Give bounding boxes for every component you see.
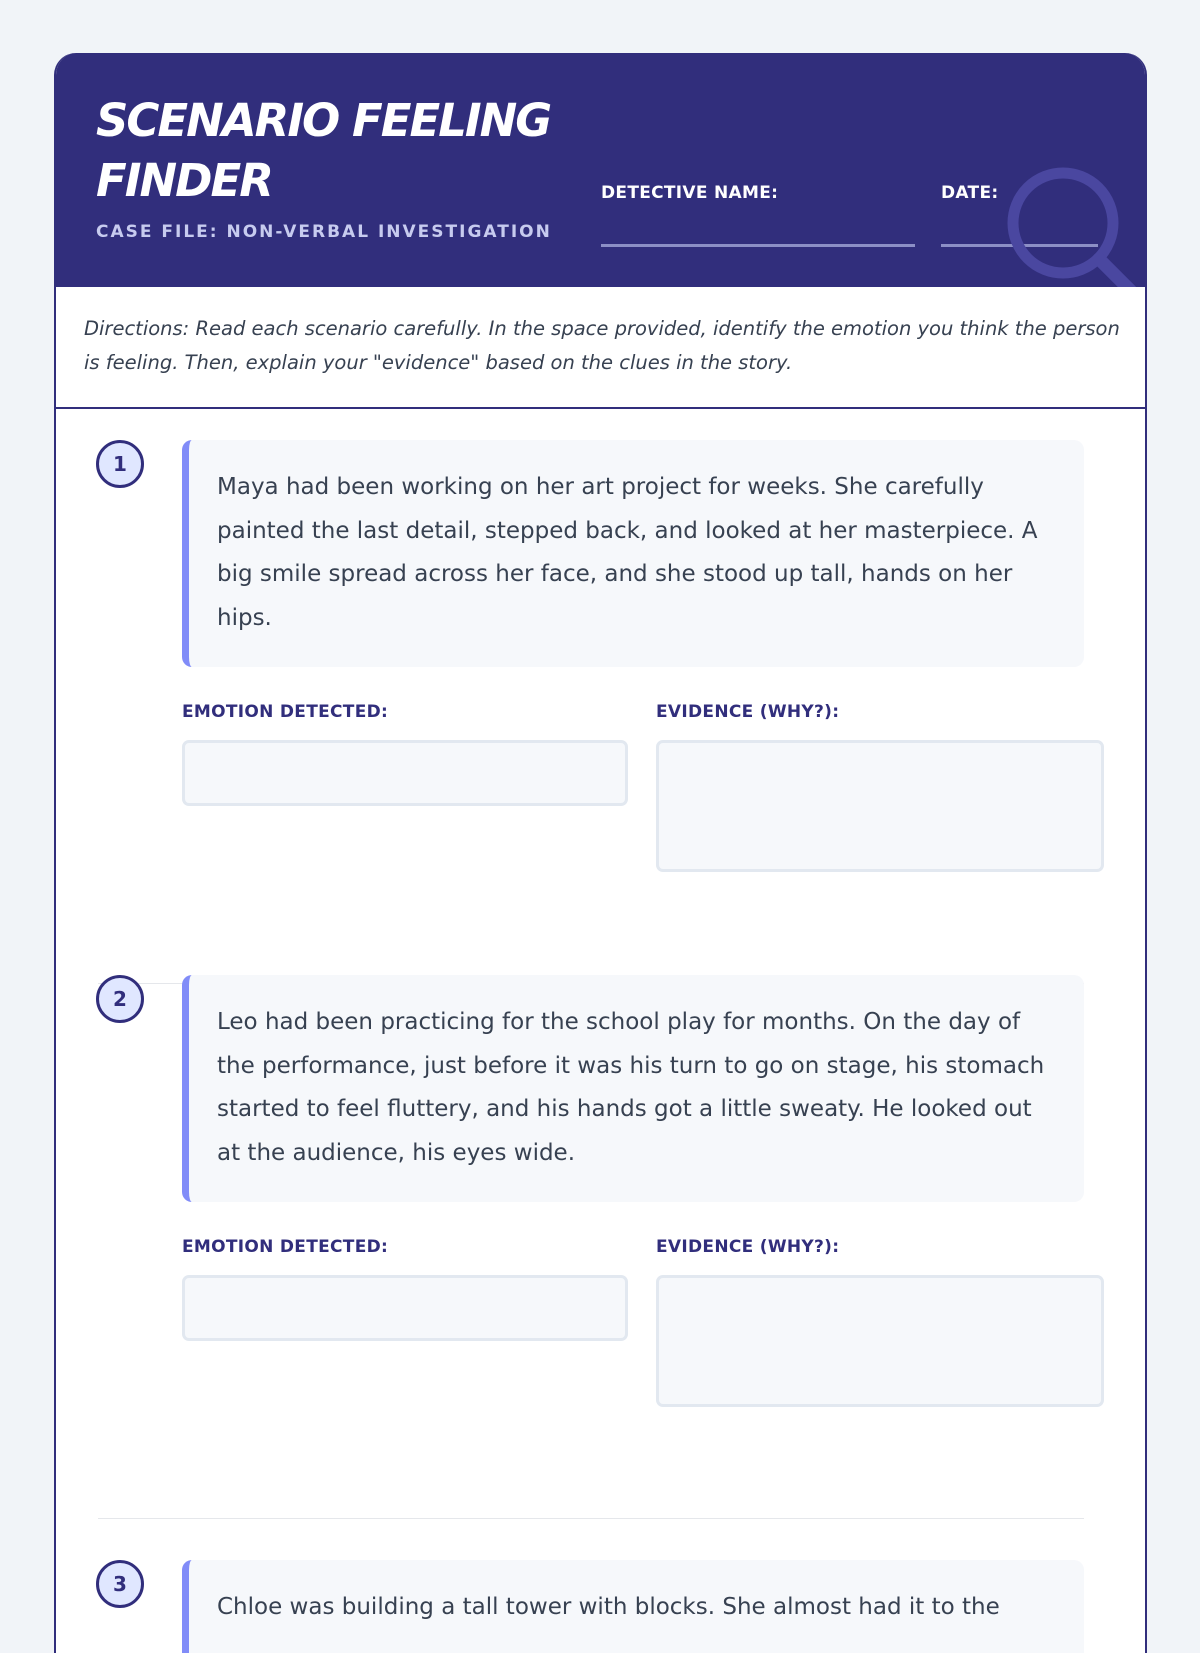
directions-text: Directions: Read each scenario carefully. In the space provided, identify the emotion you think the person is feeling. Then, explain your "evidence" based on the clues in the story. [84,317,1120,374]
scenario-story: Leo had been practicing for the school play for months. On the day of the performance, just before it was his turn to go on stage, his stomach started to feel fluttery, and his hands got a little sweaty. He looked out at the audience, his eyes wide. [182,975,1084,1202]
detective-name-field[interactable] [601,244,915,247]
scenario-number-badge: 3 [96,1560,144,1608]
detective-name-label: DETECTIVE NAME: [601,183,779,203]
emotion-input[interactable] [182,740,628,806]
directions-divider [56,407,1145,409]
worksheet-title: SCENARIO FEELING FINDER [96,94,551,207]
case-file-subtitle: CASE FILE: NON-VERBAL INVESTIGATION [96,222,552,242]
evidence-label: EVIDENCE (WHY?): [656,702,840,722]
evidence-input[interactable] [656,740,1104,872]
emotion-detected-label: EMOTION DETECTED: [182,702,389,722]
worksheet-card [54,53,1147,1653]
scenario-separator [98,1518,1084,1519]
scenario-story: Maya had been working on her art project for weeks. She carefully painted the last detail, stepped back, and looked at her masterpiece. A big smile spread across her face, and she stood up tall, hands on her hips. [182,440,1084,667]
scenario-number-badge: 1 [96,440,144,488]
date-label: DATE: [941,183,999,203]
evidence-input[interactable] [656,1275,1104,1407]
scenario-number-badge: 2 [96,975,144,1023]
emotion-detected-label: EMOTION DETECTED: [182,1237,389,1257]
worksheet-header [56,53,1145,287]
scenario-story: Chloe was building a tall tower with blocks. She almost had it to the [182,1560,1084,1653]
evidence-label: EVIDENCE (WHY?): [656,1237,840,1257]
emotion-input[interactable] [182,1275,628,1341]
magnifier-icon [1006,166,1145,287]
